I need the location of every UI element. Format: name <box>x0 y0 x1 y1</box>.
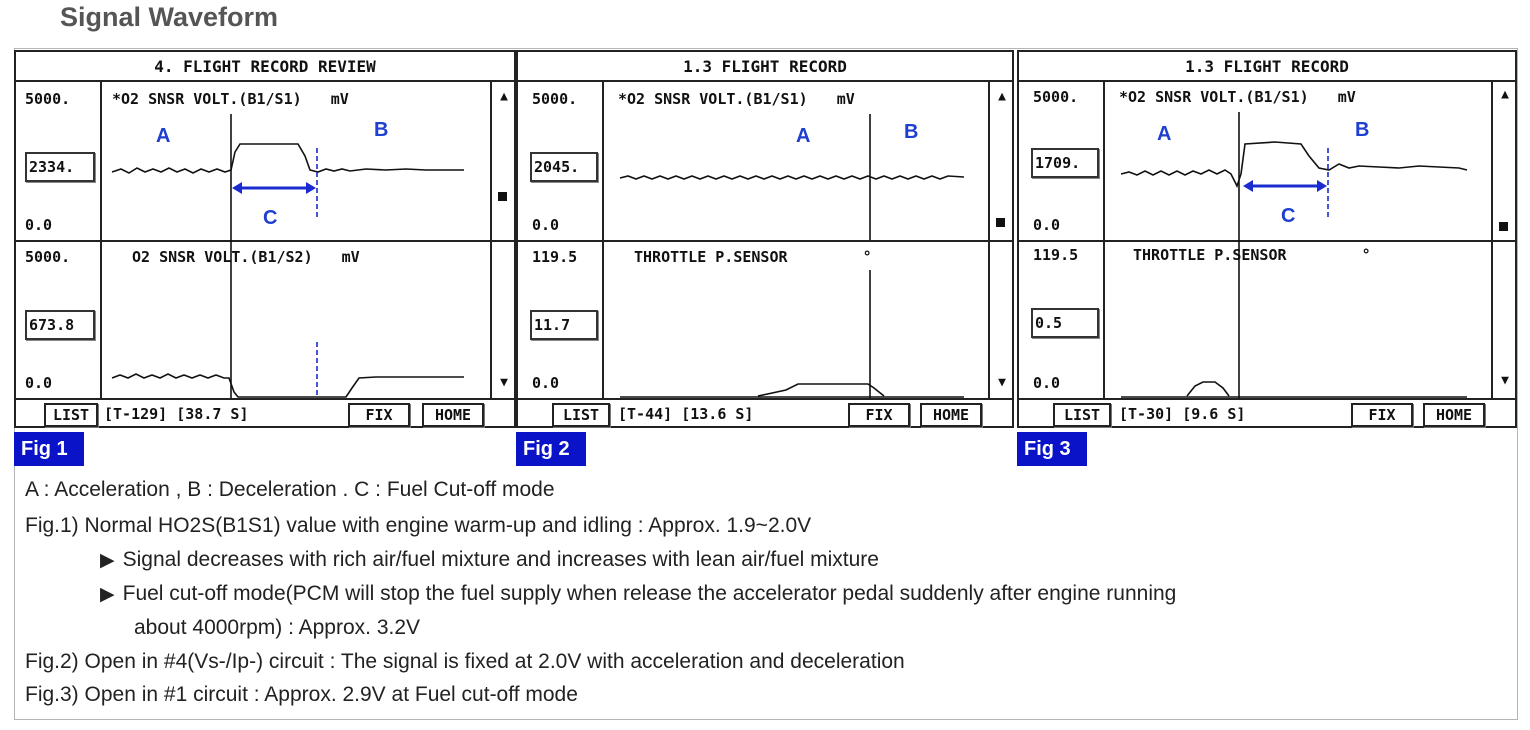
bullet-1 <box>100 548 879 572</box>
marker-b-label: B <box>374 119 389 141</box>
fig1-description: Fig.1) Normal HO2S(B1S1) value with engine warm-up and idling : Approx. 1.9~2.0V <box>25 514 812 537</box>
bottom-panel-unit: mV <box>341 248 360 266</box>
marker-b-label: B <box>904 121 919 143</box>
bullet-2 <box>100 582 1176 606</box>
fig3-description: Fig.3) Open in #1 circuit : Approx. 2.9V at Fuel cut-off mode <box>25 683 578 706</box>
top-panel-unit: mV <box>836 90 855 108</box>
top-panel-sensor-name: *O2 SNSR VOLT.(B1/S1) <box>1119 88 1309 106</box>
bottom-panel-sensor-name: THROTTLE P.SENSOR <box>1133 246 1287 264</box>
bottom-panel-max: 119.5 <box>532 248 578 266</box>
scroll-down-arrow-icon[interactable]: ▼ <box>998 375 1006 390</box>
legend-text: A : Acceleration , B : Deceleration . C : Fuel Cut-off mode <box>25 478 555 501</box>
marker-a-label: A <box>156 125 171 147</box>
scroll-down-arrow-icon[interactable]: ▼ <box>500 375 508 390</box>
marker-c-label: C <box>1281 205 1296 227</box>
arrow-left-head <box>1243 180 1253 192</box>
top-panel-max: 5000. <box>25 90 71 108</box>
bottom-panel-sensor-name: O2 SNSR VOLT.(B1/S2) <box>132 248 313 266</box>
fix-button[interactable]: FIX <box>348 403 410 427</box>
bottom-panel-unit: ° <box>862 248 872 266</box>
fig-1-label: Fig 1 <box>14 432 84 466</box>
fig2-description: Fig.2) Open in #4(Vs-/Ip-) circuit : The signal is fixed at 2.0V with acceleration and deceleration <box>25 650 905 673</box>
top-panel-max: 5000. <box>532 90 578 108</box>
footer-divider <box>1019 398 1515 400</box>
bottom-panel-current-value: 673.8 <box>25 310 95 340</box>
o2-sensor-b1s2-waveform <box>112 374 464 397</box>
scanner-screen-2 <box>516 50 1014 428</box>
bullet-2-text: Fuel cut-off mode(PCM will stop the fuel supply when release the accelerator pedal suddenly after engine running <box>122 582 1177 605</box>
page-title: Signal Waveform <box>60 2 279 32</box>
scroll-up-arrow-icon[interactable]: ▲ <box>500 89 508 104</box>
top-panel-max: 5000. <box>1033 88 1079 106</box>
record-info: [T-30] [9.6 S] <box>1119 405 1246 423</box>
bottom-panel-unit: ° <box>1361 246 1371 264</box>
bullet-arrow-icon: ▶ <box>100 584 115 605</box>
bottom-panel-max: 119.5 <box>1033 246 1079 264</box>
home-button[interactable]: HOME <box>1423 403 1485 427</box>
arrow-right-head <box>306 182 316 194</box>
bottom-panel-sensor-name: THROTTLE P.SENSOR <box>634 248 788 266</box>
top-panel-unit: mV <box>330 90 349 108</box>
marker-c-label: C <box>263 207 278 229</box>
bottom-panel-min: 0.0 <box>1033 374 1061 392</box>
bottom-panel-current-value: 0.5 <box>1031 308 1099 338</box>
fix-button[interactable]: FIX <box>848 403 910 427</box>
bottom-panel-min: 0.0 <box>532 374 560 392</box>
scanner-screen-3 <box>1017 50 1517 428</box>
scanner-screen-1 <box>14 50 516 428</box>
top-panel-min: 0.0 <box>1033 216 1061 234</box>
o2-sensor-b1s1-waveform <box>112 144 464 173</box>
fix-button[interactable]: FIX <box>1351 403 1413 427</box>
screen-title: 4. FLIGHT RECORD REVIEW <box>16 52 514 82</box>
o2-sensor-b1s1-waveform <box>1121 142 1467 186</box>
fig-2-label: Fig 2 <box>516 432 586 466</box>
list-button[interactable]: LIST <box>1053 403 1111 427</box>
record-info: [T-44] [13.6 S] <box>618 405 754 423</box>
o2-sensor-b1s1-waveform <box>620 176 964 179</box>
bottom-panel-min: 0.0 <box>25 374 53 392</box>
screen-title: 1.3 FLIGHT RECORD <box>518 52 1012 82</box>
marker-b-label: B <box>1355 119 1370 141</box>
list-button[interactable]: LIST <box>552 403 610 427</box>
list-button[interactable]: LIST <box>44 403 98 427</box>
footer-divider <box>518 398 1012 400</box>
home-button[interactable]: HOME <box>920 403 982 427</box>
top-panel-sensor-name: *O2 SNSR VOLT.(B1/S1) <box>618 90 808 108</box>
scroll-up-arrow-icon[interactable]: ▲ <box>1501 87 1509 102</box>
bullet-1-text: Signal decreases with rich air/fuel mixture and increases with lean air/fuel mixture <box>122 548 879 571</box>
bullet-2-continuation: about 4000rpm) : Approx. 3.2V <box>134 616 421 639</box>
bottom-panel-current-value: 11.7 <box>530 310 598 340</box>
waveform-plot <box>16 52 514 398</box>
top-panel-sensor-name: *O2 SNSR VOLT.(B1/S1) <box>112 90 302 108</box>
top-panel-current-value: 2045. <box>530 152 598 182</box>
marker-a-label: A <box>1157 123 1172 145</box>
top-panel-unit: mV <box>1337 88 1356 106</box>
top-panel-min: 0.0 <box>532 216 560 234</box>
arrow-left-head <box>232 182 242 194</box>
top-panel-min: 0.0 <box>25 216 53 234</box>
waveform-plot <box>1019 52 1515 398</box>
scroll-up-arrow-icon[interactable]: ▲ <box>998 89 1006 104</box>
waveform-plot <box>518 52 1012 398</box>
top-panel-current-value: 2334. <box>25 152 95 182</box>
throttle-position-waveform <box>1187 382 1229 396</box>
footer-divider <box>16 398 514 400</box>
home-button[interactable]: HOME <box>422 403 484 427</box>
bottom-panel-max: 5000. <box>25 248 71 266</box>
scroll-down-arrow-icon[interactable]: ▼ <box>1501 373 1509 388</box>
screen-title: 1.3 FLIGHT RECORD <box>1019 52 1515 82</box>
fig-3-label: Fig 3 <box>1017 432 1087 466</box>
record-info: [T-129] [38.7 S] <box>104 405 249 423</box>
top-panel-current-value: 1709. <box>1031 148 1099 178</box>
bullet-arrow-icon: ▶ <box>100 550 115 571</box>
throttle-position-waveform <box>758 384 884 396</box>
arrow-right-head <box>1317 180 1327 192</box>
marker-a-label: A <box>796 125 811 147</box>
